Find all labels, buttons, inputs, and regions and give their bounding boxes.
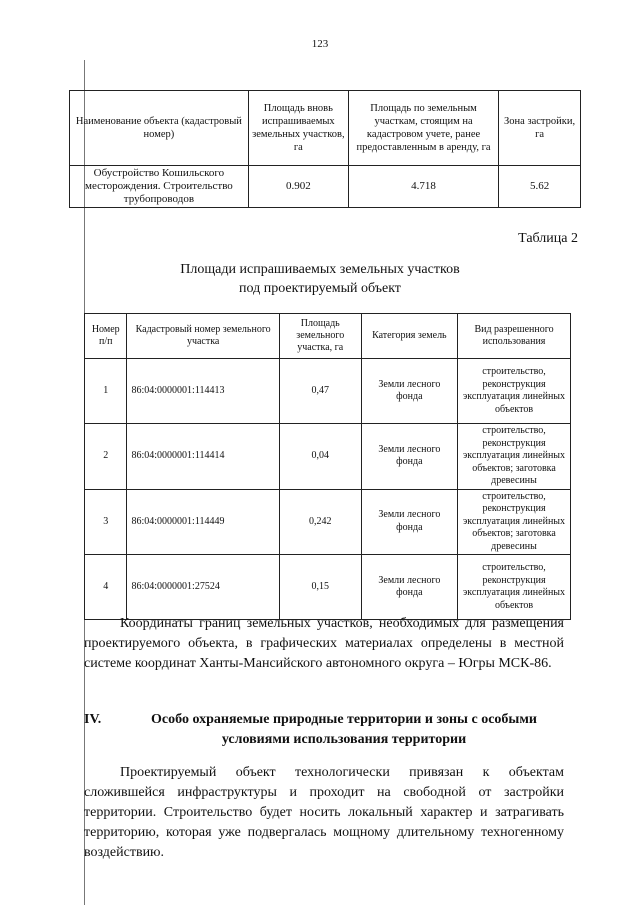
header-permitted-use: Вид разрешенного использования xyxy=(458,314,571,359)
cell-permitted-use: строительство, реконструкция эксплуатация линейных объектов xyxy=(458,555,571,620)
cell-plot-area: 0,242 xyxy=(279,489,361,555)
cell-land-category: Земли лесного фонда xyxy=(361,424,457,490)
cell-number: 4 xyxy=(85,555,127,620)
header-land-category: Категория земель xyxy=(361,314,457,359)
cell-land-category: Земли лесного фонда xyxy=(361,359,457,424)
cell-number: 2 xyxy=(85,424,127,490)
cell-new-area: 0.902 xyxy=(248,166,348,208)
table-row xyxy=(70,166,581,208)
section-iv-heading xyxy=(84,710,564,750)
cell-land-category: Земли лесного фонда xyxy=(361,555,457,620)
cell-permitted-use: строительство, реконструкция эксплуатация линейных объектов xyxy=(458,359,571,424)
cell-cadastral-number: 86:04:0000001:114449 xyxy=(127,489,279,555)
table-row xyxy=(85,555,571,620)
table-header-row xyxy=(85,314,571,359)
section-number: IV. xyxy=(84,712,102,727)
header-object-name: Наименование объекта (кадастровый номер) xyxy=(70,91,249,166)
land-area-summary-table xyxy=(69,90,581,208)
cell-number: 3 xyxy=(85,489,127,555)
table-row xyxy=(85,489,571,555)
cell-cadastral-number: 86:04:0000001:114414 xyxy=(127,424,279,490)
table2-title-line1: Площади испрашиваемых земельных участков xyxy=(180,262,460,277)
cell-building-zone: 5.62 xyxy=(499,166,581,208)
cell-registered-area: 4.718 xyxy=(348,166,498,208)
cell-plot-area: 0,47 xyxy=(279,359,361,424)
header-cadastral-number: Кадастровый номер земельного участка xyxy=(127,314,279,359)
section-title: Особо охраняемые природные территории и зоны с особыми условиями использования территории xyxy=(151,712,537,747)
cell-permitted-use: строительство, реконструкция эксплуатация линейных объектов; заготовка древесины xyxy=(458,424,571,490)
table2-caption: Таблица 2 xyxy=(518,231,578,246)
cell-object-name: Обустройство Кошильского месторождения. Строительство трубопроводов xyxy=(70,166,249,208)
coordinates-paragraph: Координаты границ земельных участков, необходимых для размещения проектируемого объекта, в графических материалах определены в местной системе координат Ханты-Мансийского автономного округа – Югры МСК-86. xyxy=(84,616,564,671)
cell-land-category: Земли лесного фонда xyxy=(361,489,457,555)
table-row xyxy=(85,424,571,490)
land-plots-table xyxy=(84,313,571,620)
header-new-area: Площадь вновь испрашиваемых земельных участков, га xyxy=(248,91,348,166)
header-building-zone: Зона застройки, га xyxy=(499,91,581,166)
cell-plot-area: 0,15 xyxy=(279,555,361,620)
cell-cadastral-number: 86:04:0000001:114413 xyxy=(127,359,279,424)
page-number: 123 xyxy=(311,38,329,50)
table-row xyxy=(85,359,571,424)
cell-cadastral-number: 86:04:0000001:27524 xyxy=(127,555,279,620)
header-number: Номер п/п xyxy=(85,314,127,359)
cell-number: 1 xyxy=(85,359,127,424)
header-plot-area: Площадь земельного участка, га xyxy=(279,314,361,359)
table-header-row xyxy=(70,91,581,166)
header-registered-area: Площадь по земельным участкам, стоящим на кадастровом учете, ранее предоставленным в аренду, га xyxy=(348,91,498,166)
infrastructure-paragraph: Проектируемый объект технологически привязан к объектам сложившейся инфраструктуры и проходит на свободной от застройки территории. Строительство будет носить локальный характер и затрагивать территорию, которая уже подвергалась мощному длительному техногенному воздействию. xyxy=(84,765,564,860)
table2-title-line2: под проектируемый объект xyxy=(239,281,401,296)
cell-plot-area: 0,04 xyxy=(279,424,361,490)
cell-permitted-use: строительство, реконструкция эксплуатация линейных объектов; заготовка древесины xyxy=(458,489,571,555)
